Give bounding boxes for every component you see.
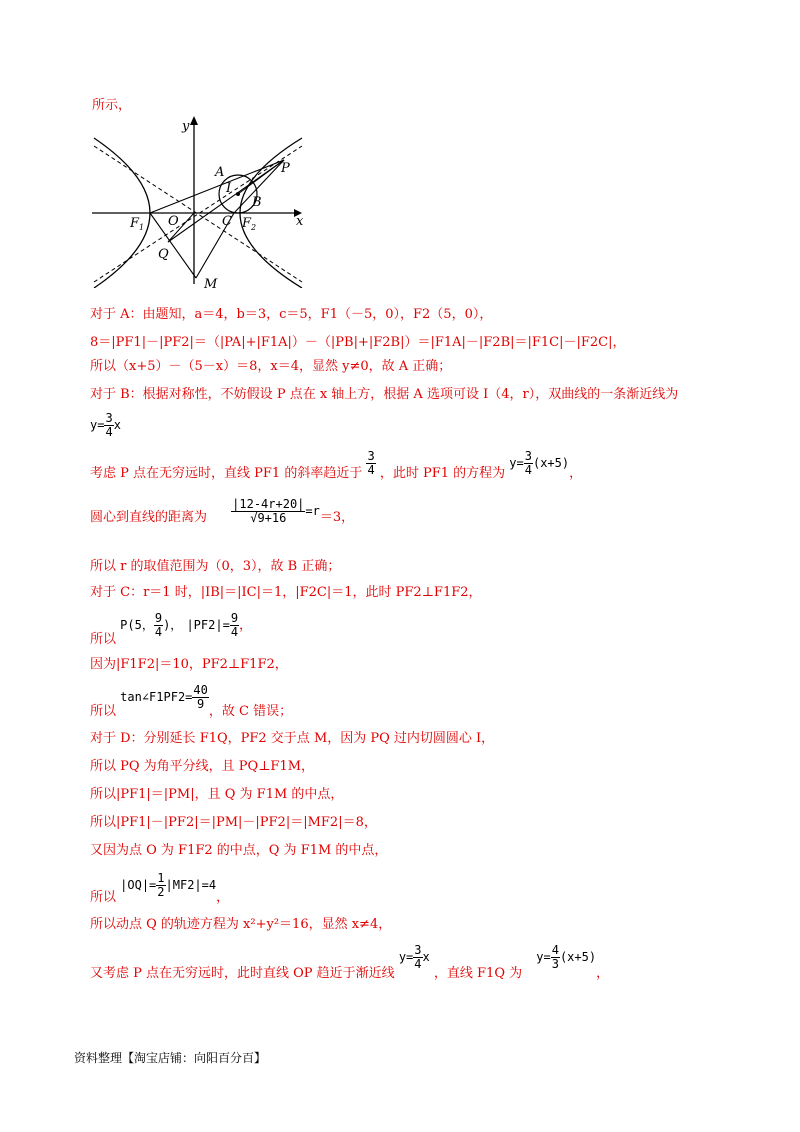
hyperbola-figure (88, 112, 310, 288)
label-B: B (252, 195, 262, 210)
label-A: A (215, 165, 225, 180)
line-4: 对于 B：根据对称性，不妨假设 P 点在 x 轴上方，根据 A 选项可设 I（4，r），双曲线的一条渐近线为 (90, 387, 679, 402)
text-segment: ，此时 PF1 的方程为 (379, 466, 506, 481)
label-y: y (182, 119, 190, 134)
line-18: 所以 |OQ|= $\frac{1}{2}$ |MF2|=4， (90, 871, 230, 905)
footer-source: 资料整理【淘宝店铺：向阳百分百】 (74, 1051, 267, 1065)
line-17: 又因为点 O 为 F1F2 的中点，Q 为 F1M 的中点， (90, 843, 388, 858)
text-segment: ，直线 F1Q 为 (433, 966, 523, 981)
line-10: 所以 P(5， $\frac{9}{4}$ )， |PF2|= $\frac{9}{4}$ ， (90, 611, 253, 647)
text-segment: 圆心到直线的距离为 (90, 510, 208, 525)
text-segment: 所以 (90, 704, 117, 719)
text-segment: ＝3， (319, 510, 355, 525)
text-segment: 考虑 P 点在无穷远时，直线 PF1 的斜率趋近于 (90, 466, 363, 481)
text-segment: 所以 (90, 632, 117, 647)
label-M: M (204, 277, 218, 288)
label-Q: Q (158, 247, 169, 262)
label-x: x (296, 214, 304, 229)
eq-prefix: y= (90, 418, 105, 432)
label-C: C (222, 214, 232, 229)
text-segment: ，故 C 错误； (208, 704, 293, 719)
line-8: 所以 r 的取值范围为（0，3），故 B 正确； (90, 559, 341, 574)
fraction: $\frac{3}{4}$ (105, 411, 113, 439)
intro-text: 所示， (92, 98, 132, 113)
text-segment: 所以 (90, 890, 117, 905)
eq-r: =r (305, 504, 320, 518)
line-13: 对于 D：分别延长 F1Q，PF2 交于点 M，因为 PQ 过内切圆圆心 I， (90, 731, 495, 746)
label-P: P (281, 161, 290, 176)
distance-fraction: $\frac{|12-4r+20|}{√9+16}$ (232, 497, 305, 525)
line-2: 8＝|PF1|－|PF2|＝（|PA|+|F1A|）－（|PB|+|F2B|）＝|F1A|－|F2B|＝|F1C|－|F2C|， (90, 335, 626, 350)
line-3: 所以（x+5）－（5－x）＝8，x＝4，显然 y≠0，故 A 正确； (90, 359, 452, 374)
line-14: 所以 PQ 为角平分线，且 PQ⊥F1M， (90, 759, 315, 774)
label-F2: $F_2$ (242, 216, 257, 232)
eq-suffix: x (113, 418, 121, 432)
text-segment: ， (569, 466, 583, 481)
label-F1: $F_1$ (130, 216, 145, 232)
tan-eq: tan∠F1PF2= (120, 690, 193, 704)
line-20: 又考虑 P 点在无穷远时，此时直线 OP 趋近于渐近线 y= $\frac{3}{4}$ x ，直线 F1Q 为 y= $\frac{4}{3}$ (x+5)， (90, 943, 610, 981)
line-16: 所以|PF1|－|PF2|＝|PM|－|PF2|＝|MF2|＝8， (90, 815, 377, 830)
line-19: 所以动点 Q 的轨迹方程为 x²+y²＝16，显然 x≠4， (90, 917, 392, 932)
line-7 (90, 497, 355, 531)
pf2-eq: |PF2|= (186, 618, 230, 632)
fraction-slope: $\frac{3}{4}$ (367, 449, 375, 477)
line-12: 所以 tan∠F1PF2= $\frac{40}{9}$ ，故 C 错误； (90, 683, 293, 719)
line-9: 对于 C：r＝1 时，|IB|＝|IC|＝1，|F2C|＝1，此时 PF2⊥F1F2， (90, 585, 482, 600)
label-I: I (226, 181, 232, 196)
line-15: 所以|PF1|＝|PM|，且 Q 为 F1M 的中点， (90, 787, 344, 802)
equation: y= $\frac{3}{4}$ (x+5) (509, 449, 570, 477)
point-P: P(5， (120, 618, 154, 632)
oq-eq: |OQ|= (120, 878, 157, 892)
line-5 (90, 412, 121, 439)
label-O: O (168, 214, 179, 229)
line-6 (90, 449, 583, 487)
line-1: 对于 A：由题知，a＝4，b＝3，c＝5，F1（－5，0），F2（5，0）， (90, 307, 493, 322)
text-segment: 又考虑 P 点在无穷远时，此时直线 OP 趋近于渐近线 (90, 966, 395, 981)
line-11: 因为|F1F2|＝10，PF2⊥F1F2， (90, 657, 288, 672)
